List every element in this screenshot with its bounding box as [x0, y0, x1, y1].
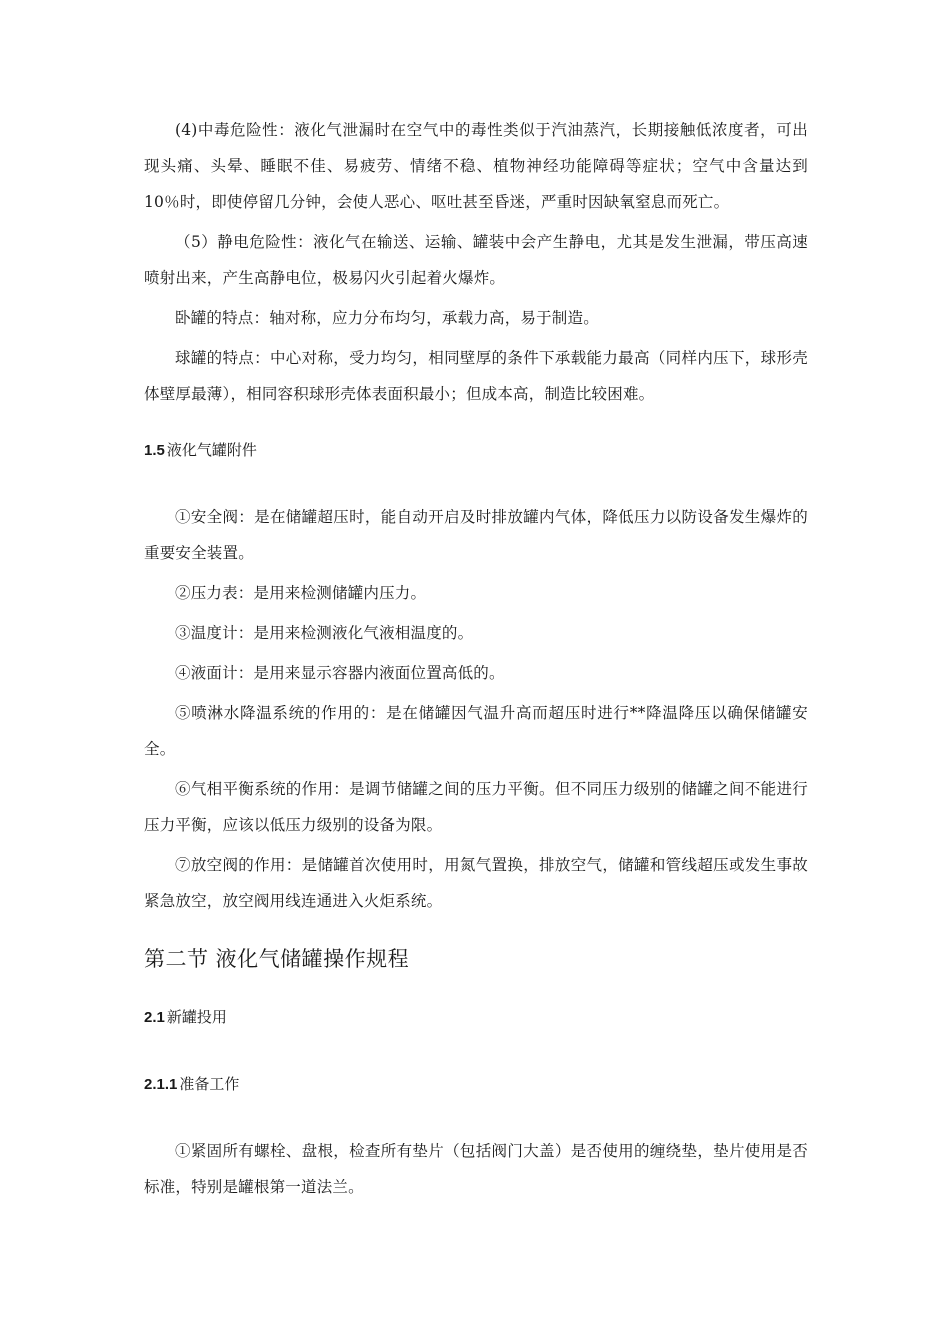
document-page: [144, 112, 808, 1205]
paragraph-spherical-tank: 球罐的特点：中心对称，受力均匀，相同壁厚的条件下承载能力最高（同样内压下，球形壳体壁厚最薄），相同容积球形壳体表面积最小；但成本高，制造比较困难。: [144, 349, 808, 403]
accessory-vent-valve: ⑦放空阀的作用：是储罐首次使用时，用氮气置换，排放空气，储罐和管线超压或发生事故紧急放空，放空阀用线连通进入火炬系统。: [144, 856, 808, 910]
accessory-safety-valve: ①安全阀：是在储罐超压时，能自动开启及时排放罐内气体，降低压力以防设备发生爆炸的重要安全装置。: [144, 508, 808, 562]
heading-1-5-number: 1.5: [144, 442, 165, 459]
heading-2-1-1-text: 准备工作: [179, 1075, 240, 1093]
paragraph-toxicity: (4)中毒危险性：液化气泄漏时在空气中的毒性类似于汽油蒸汽，长期接触低浓度者，可出现头痛、头晕、睡眠不佳、易疲劳、情绪不稳、植物神经功能障碍等症状；空气中含量达到 10％时，即使停留几分钟，会使人恶心、呕吐甚至昏迷，严重时因缺氧窒息而死亡。: [144, 121, 808, 211]
accessory-sprinkler: ⑤喷淋水降温系统的作用的：是在储罐因气温升高而超压时进行**降温降压以确保储罐安全。: [144, 704, 808, 758]
heading-2-1-text: 新罐投用: [166, 1008, 227, 1026]
heading-2-1-number: 2.1: [144, 1009, 165, 1026]
accessory-level-gauge: ④液面计：是用来显示容器内液面位置高低的。: [175, 664, 505, 682]
heading-1-5: [144, 432, 808, 469]
heading-2-1: [144, 999, 808, 1036]
section-2-title: 第二节 液化气储罐操作规程: [144, 947, 410, 971]
accessory-gas-balance: ⑥气相平衡系统的作用：是调节储罐之间的压力平衡。但不同压力级别的储罐之间不能进行压力平衡，应该以低压力级别的设备为限。: [144, 780, 808, 834]
paragraph-prep-bolts: ①紧固所有螺栓、盘根，检查所有垫片（包括阀门大盖）是否使用的缠绕垫，垫片使用是否标准，特别是罐根第一道法兰。: [144, 1142, 808, 1196]
paragraph-static: （5）静电危险性：液化气在输送、运输、罐装中会产生静电，尤其是发生泄漏，带压高速喷射出来，产生高静电位，极易闪火引起着火爆炸。: [144, 233, 808, 287]
accessory-thermometer: ③温度计：是用来检测液化气液相温度的。: [175, 624, 474, 642]
heading-2-1-1-number: 2.1.1: [144, 1076, 178, 1093]
heading-2-1-1: [144, 1066, 808, 1103]
accessory-pressure-gauge: ②压力表：是用来检测储罐内压力。: [175, 584, 427, 602]
paragraph-horizontal-tank: 卧罐的特点：轴对称，应力分布均匀，承载力高，易于制造。: [175, 309, 599, 327]
heading-1-5-text: 液化气罐附件: [166, 441, 257, 459]
